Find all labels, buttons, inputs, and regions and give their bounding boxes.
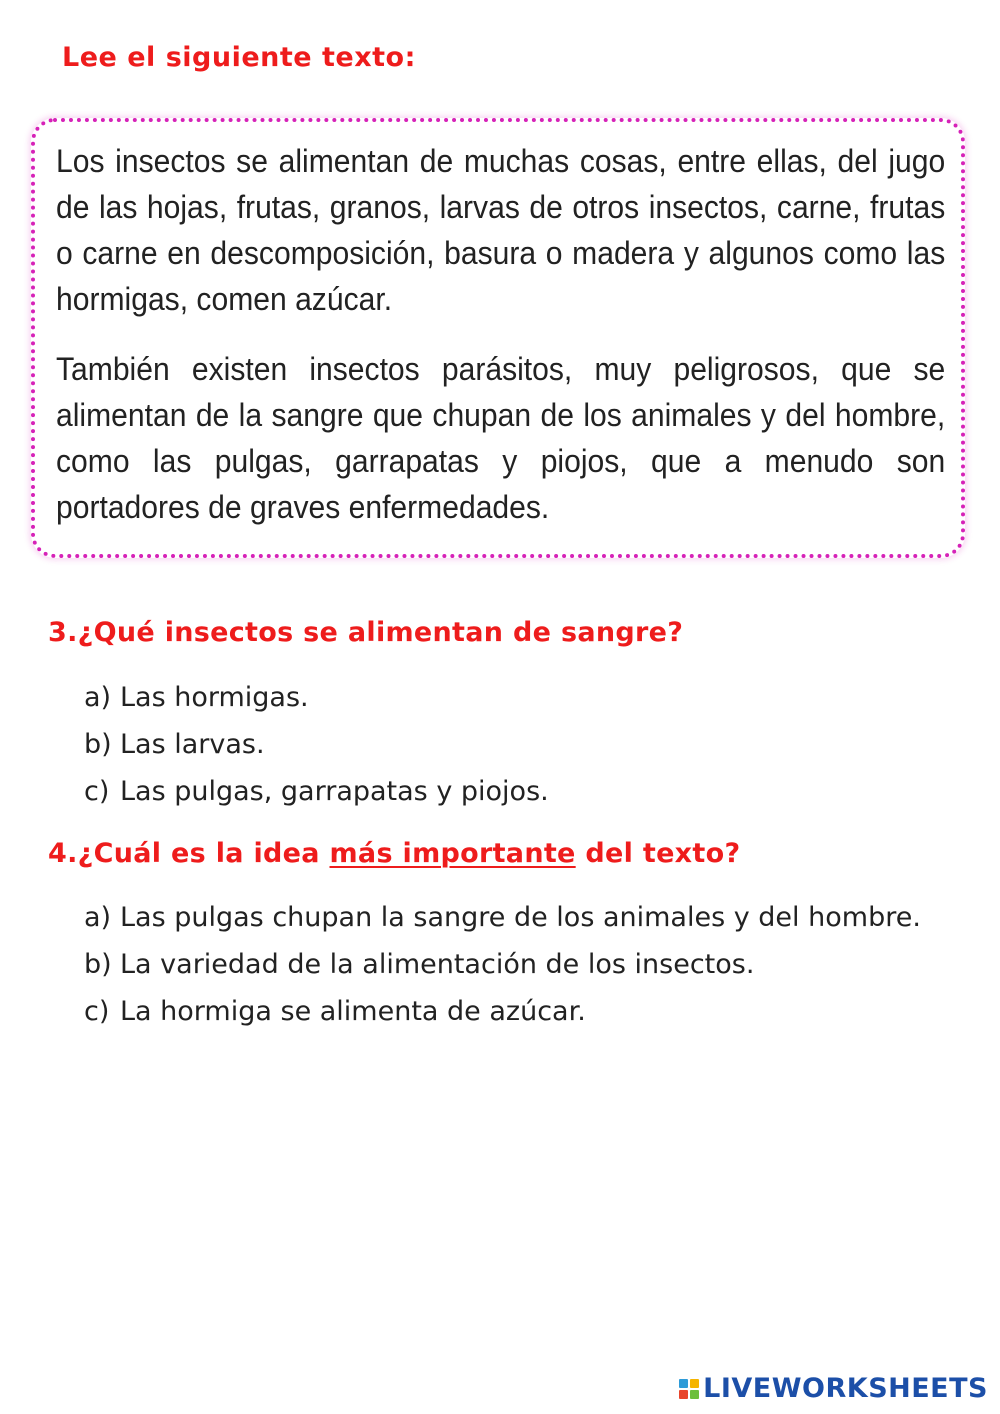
question-3-option-a[interactable] bbox=[84, 674, 964, 721]
option-text: Las larvas. bbox=[120, 729, 265, 760]
watermark-text: LIVEWORKSHEETS bbox=[703, 1373, 988, 1404]
liveworksheets-logo-icon bbox=[679, 1379, 699, 1399]
instruction-heading: Lee el siguiente texto: bbox=[62, 42, 416, 73]
option-text: Las pulgas, garrapatas y piojos. bbox=[120, 776, 549, 807]
reading-paragraph-1: Los insectos se alimentan de muchas cosas, entre ellas, del jugo de las hojas, frutas, granos, larvas de otros insectos, carne, frutas o carne en descomposición, basura o madera y algunos como las hormigas, comen azúcar. bbox=[56, 143, 946, 317]
question-3-options bbox=[84, 674, 964, 815]
question-4-prompt-emphasis: más importante bbox=[329, 838, 576, 869]
reading-paragraph-2: También existen insectos parásitos, muy peligrosos, que se alimentan de la sangre que chupan de los animales y del hombre, como las pulgas, garrapatas y piojos, que a menudo son portadores de graves enfermedades. bbox=[56, 351, 946, 525]
question-4-option-b[interactable] bbox=[84, 941, 964, 988]
question-4-options bbox=[84, 894, 964, 1035]
question-3-option-c[interactable] bbox=[84, 768, 964, 815]
option-letter: b) bbox=[84, 949, 112, 980]
question-4-option-c[interactable] bbox=[84, 988, 964, 1035]
question-3-option-b[interactable] bbox=[84, 721, 964, 768]
question-4-prompt bbox=[48, 838, 740, 869]
option-text: Las hormigas. bbox=[120, 682, 309, 713]
option-letter: c) bbox=[84, 776, 110, 807]
question-4-prompt-start: 4.¿Cuál es la idea bbox=[48, 838, 330, 869]
option-letter: c) bbox=[84, 996, 110, 1027]
option-letter: a) bbox=[84, 902, 112, 933]
option-text: La variedad de la alimentación de los insectos. bbox=[120, 949, 755, 980]
question-4-option-a[interactable] bbox=[84, 894, 964, 941]
option-text: La hormiga se alimenta de azúcar. bbox=[120, 996, 586, 1027]
question-4-prompt-end: del texto? bbox=[575, 838, 741, 869]
option-text: Las pulgas chupan la sangre de los animales y del hombre. bbox=[120, 902, 921, 933]
question-3-prompt: 3.¿Qué insectos se alimentan de sangre? bbox=[48, 617, 684, 648]
option-letter: a) bbox=[84, 682, 112, 713]
option-letter: b) bbox=[84, 729, 112, 760]
liveworksheets-watermark bbox=[679, 1373, 988, 1404]
